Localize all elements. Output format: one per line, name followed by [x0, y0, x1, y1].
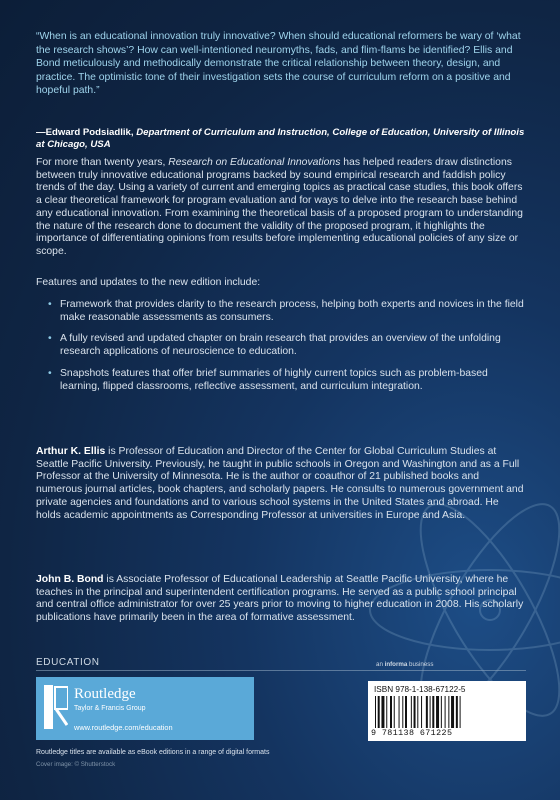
author-name: John B. Bond — [36, 574, 104, 585]
description-book-title: Research on Educational Innovations — [168, 157, 341, 168]
bullet-icon: • — [48, 299, 52, 310]
author-bio-bond — [36, 574, 526, 625]
feature-text: A fully revised and updated chapter on brain research that provides an overview of the unfolding research applications of neuroscience to education. — [60, 333, 501, 358]
features-list — [36, 299, 526, 402]
publisher-name: Routledge — [74, 686, 136, 702]
publisher-url[interactable]: www.routledge.com/education — [74, 723, 173, 732]
author-bio-text: is Professor of Education and Director of the Center for Global Curriculum Studies at Seattle Pacific University. Previously, he taught in public schools in Oregon and Washington and as a Full Professor at the University of Minnesota. He is the author or coauthor of 21 published books and numerous journal articles, book chapters, and scholarly papers. He consults to numerous government and private agencies and foundations and to various school systems in the United States and abroad. He holds academic appointments as Corresponding Professor at universities in Europe and Asia. — [36, 446, 524, 521]
book-description — [36, 157, 526, 259]
features-heading: Features and updates to the new edition include: — [36, 277, 261, 288]
bullet-icon: • — [48, 367, 52, 379]
publisher-group: Taylor & Francis Group — [74, 705, 146, 712]
cover-credit: Cover image: © Shutterstock — [36, 761, 116, 768]
description-body: has helped readers draw distinctions between truly innovative educational programs backed by sound empirical research and faddish policy trends of the day. Using a variety of current and emerging topics as practical case studies, this book offers a clear theoretical framework for program evaluation and for ways to delve into the research base behind any educational innovation. From examining the theoretical basis of a proposed program to understanding the nature of the research done to document the validity of the proposed program, it highlights the importance of differentiating opinions from results before implementing educational policies of any size or scope. — [36, 157, 523, 257]
tagline-prefix: an — [376, 661, 385, 668]
feature-text: Snapshots features that offer brief summaries of highly current topics such as problem-based learning, flipped classrooms, reflective assessment, and curriculum integration. — [60, 367, 488, 392]
isbn-label: ISBN 978-1-138-67122-5 — [374, 685, 466, 694]
bullet-icon: • — [48, 333, 52, 345]
barcode-number: 9 781138 671225 — [371, 728, 453, 738]
tagline-suffix: business — [407, 661, 434, 668]
barcode-box — [368, 681, 526, 741]
publisher-block — [36, 677, 254, 740]
author-name: Arthur K. Ellis — [36, 446, 106, 457]
endorsement-quote: “When is an educational innovation truly innovative? When should educational reformers be wary of ‘what the research shows’? How can well-intentioned neuromyths, fads, and flim-flams be identified? Ellis and Bond meticulously and methodically demonstrate the critical relationship between theory, design, and practice. The optimistic tone of their investigation sets the course of curriculum reform on a positive and hopeful path.” — [36, 31, 521, 97]
author-bio-text: is Associate Professor of Educational Leadership at Seattle Pacific University, where he teaches in the principal and superintendent certification programs. He served as a public school principal and central office administrator for over 25 years prior to moving to higher education in 2008. His scholarly publications have primarily been in the area of formative assessment. — [36, 574, 524, 624]
attribution-name: —Edward Podsiadlik, — [36, 127, 134, 138]
feature-item — [36, 299, 526, 324]
attribution-affiliation: Department of Curriculum and Instruction, College of Education, University of Illinois at Chicago, USA — [36, 127, 525, 150]
divider — [36, 670, 526, 671]
description-lead: For more than twenty years, — [36, 157, 169, 168]
feature-item — [36, 368, 526, 393]
tagline-brand: informa — [384, 661, 408, 668]
routledge-logo-icon — [44, 685, 68, 729]
feature-text: Framework that provides clarity to the research process, helping both experts and novices in the field make reasonable assessments as consumers. — [60, 299, 524, 323]
ebook-note: Routledge titles are available as eBook editions in a range of digital formats — [36, 749, 270, 756]
feature-item — [36, 333, 526, 358]
subject-category: EDUCATION — [36, 657, 100, 668]
quote-attribution — [36, 127, 526, 151]
barcode-icon — [373, 696, 521, 731]
informa-tagline — [376, 661, 433, 668]
author-bio-ellis — [36, 446, 526, 522]
